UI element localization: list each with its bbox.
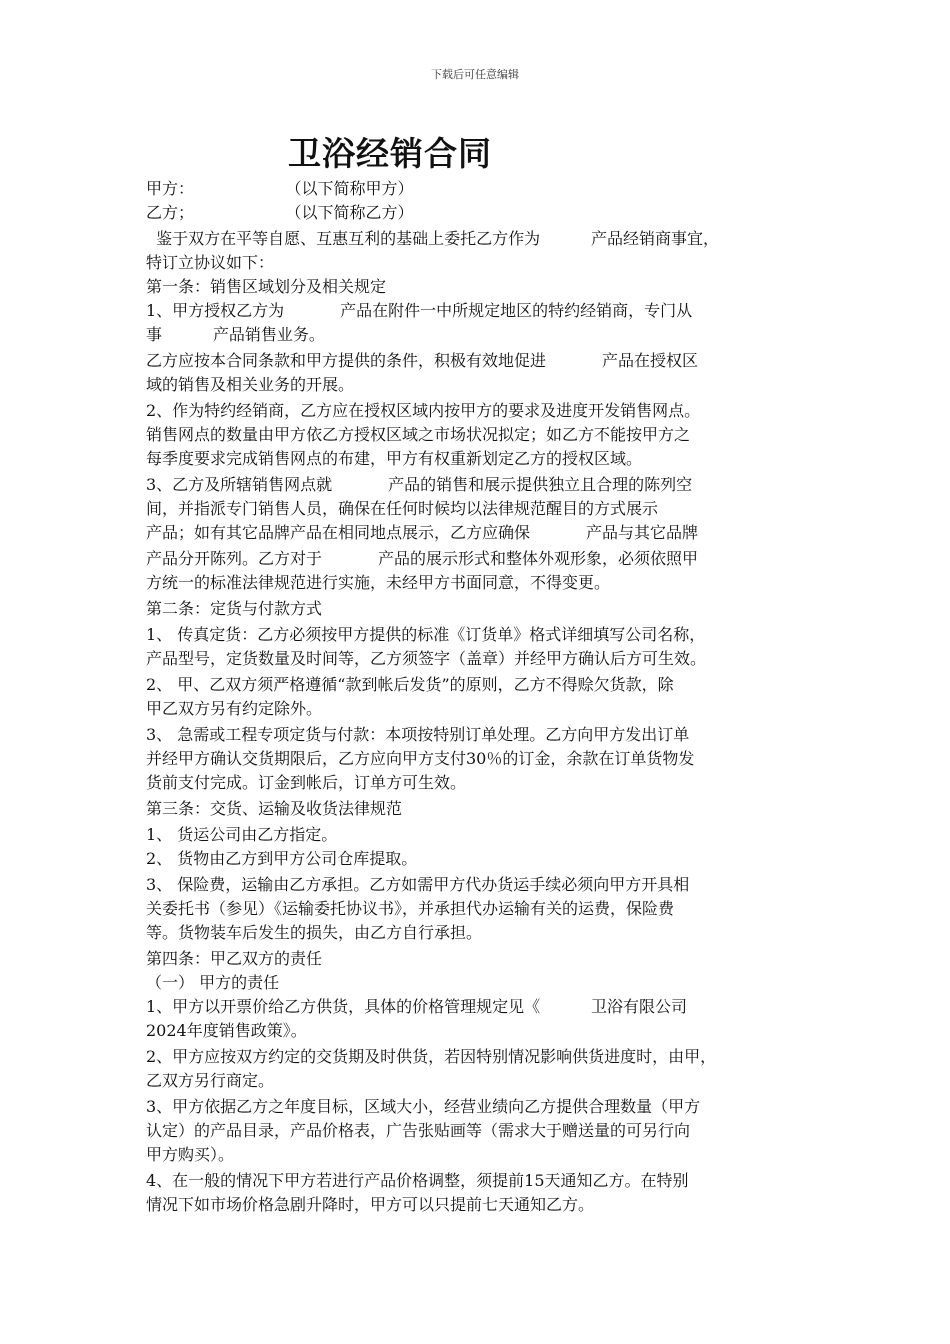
contract-line [146, 400, 700, 422]
contract-line [146, 748, 694, 770]
contract-line-text: 第一条：销售区域划分及相关规定 [146, 277, 387, 296]
contract-line [146, 178, 414, 200]
contract-line-text: 认定）的产品目录，产品价格表，广告张贴画等（需求大于赠送量的可另行向 [146, 1121, 691, 1140]
contract-line-text: 2、 甲、乙双方须严格遵循“款到帐后发货”的原则，乙方不得赊欠货款，除 [146, 675, 674, 694]
contract-line [146, 350, 698, 372]
contract-line-text: 乙双方另行商定。 [146, 1071, 275, 1090]
contract-line-text: 4、在一般的情况下甲方若进行产品价格调整，须提前15天通知乙方。在特别 [146, 1171, 689, 1190]
contract-line [146, 874, 689, 896]
contract-line [146, 996, 687, 1018]
contract-line-text: 3、甲方依据乙方之年度目标，区域大小，经营业绩向乙方提供合理数量（甲方 [146, 1097, 701, 1116]
contract-line-text: 情况下如市场价格急剧升降时，甲方可以只提前七天通知乙方。 [146, 1195, 595, 1214]
contract-line-text: 2、甲方应按双方约定的交货期及时供货，若因特别情况影响供货进度时，由甲， [146, 1047, 717, 1066]
contract-line [146, 798, 402, 820]
contract-line-text: 事 产品销售业务。 [146, 325, 325, 344]
document-title: 卫浴经销合同 [288, 134, 492, 173]
contract-line-text: 间，并指派专门销售人员，确保在任何时候均以法律规范醒目的方式展示 [146, 499, 659, 518]
contract-line [146, 598, 322, 620]
contract-line [146, 252, 274, 274]
contract-line [146, 698, 322, 720]
contract-line-text: 1、甲方授权乙方为 产品在附件一中所规定地区的特约经销商，专门从 [146, 301, 693, 320]
contract-line-text: 2、 货物由乙方到甲方公司仓库提取。 [146, 849, 418, 868]
contract-line [146, 374, 354, 396]
contract-line-text: 第二条：定货与付款方式 [146, 599, 323, 618]
contract-line-text: 1、 货运公司由乙方指定。 [146, 825, 338, 844]
contract-line-text: 特订立协议如下： [146, 253, 275, 272]
contract-line-text: 乙方； （以下简称乙方） [146, 203, 414, 222]
contract-line-text: 域的销售及相关业务的开展。 [146, 375, 355, 394]
contract-line [146, 772, 466, 794]
contract-line-text: 鉴于双方在平等自愿、互惠互利的基础上委托乙方作为 产品经销商事宜， [146, 229, 720, 248]
contract-line [146, 1120, 690, 1142]
contract-line-text: 第四条：甲乙双方的责任 [146, 949, 323, 968]
contract-line-text: 甲乙双方另有约定除外。 [146, 699, 323, 718]
contract-line-text: 产品分开陈列。乙方对于 产品的展示形式和整体外观形象，必须依照甲 [146, 549, 698, 568]
contract-line-text: 第三条：交货、运输及收货法律规范 [146, 799, 403, 818]
contract-line [146, 848, 417, 870]
contract-line [146, 448, 642, 470]
contract-line [146, 1070, 274, 1092]
contract-line [146, 648, 706, 670]
contract-line-text: 等。货物装车后发生的损失，由乙方自行承担。 [146, 923, 483, 942]
contract-line-text: 1、 传真定货：乙方必须按甲方提供的标准《订货单》格式详细填写公司名称， [146, 625, 706, 644]
contract-line [146, 1046, 716, 1068]
contract-line-text: 销售网点的数量由甲方依乙方授权区域之市场状况拟定；如乙方不能按甲方之 [146, 425, 691, 444]
contract-line [146, 1144, 234, 1166]
contract-line-text: （一） 甲方的责任 [146, 973, 280, 992]
contract-line [146, 572, 610, 594]
contract-line [146, 498, 658, 520]
contract-line-text: 乙方应按本合同条款和甲方提供的条件，积极有效地促进 产品在授权区 [146, 351, 698, 370]
contract-line [146, 424, 690, 446]
contract-line [146, 1194, 594, 1216]
contract-line-text: 每季度要求完成销售网点的布建，甲方有权重新划定乙方的授权区域。 [146, 449, 643, 468]
contract-line [146, 824, 337, 846]
contract-line-text: 产品；如有其它品牌产品在相同地点展示，乙方应确保 产品与其它品牌 [146, 523, 698, 542]
contract-line-text: 产品型号，定货数量及时间等，乙方须签字（盖章）并经甲方确认后方可生效。 [146, 649, 707, 668]
contract-line [146, 228, 719, 250]
contract-line-text: 2、作为特约经销商，乙方应在授权区域内按甲方的要求及进度开发销售网点。 [146, 401, 701, 420]
contract-line-text: 3、 急需或工程专项定货与付款：本项按特别订单处理。乙方向甲方发出订单 [146, 725, 690, 744]
contract-line [146, 948, 322, 970]
contract-line [146, 674, 674, 696]
contract-line-text: 方统一的标准法律规范进行实施，未经甲方书面同意，不得变更。 [146, 573, 611, 592]
contract-line-text: 1、甲方以开票价给乙方供货，具体的价格管理规定见《 卫浴有限公司 [146, 997, 688, 1016]
contract-line-text: 货前支付完成。订金到帐后，订单方可生效。 [146, 773, 467, 792]
contract-line [146, 724, 689, 746]
contract-line [146, 624, 705, 646]
contract-line [146, 324, 325, 346]
contract-line-text: 甲方购买）。 [146, 1145, 235, 1164]
header-note: 下载后可任意编辑 [431, 68, 519, 81]
contract-line [146, 548, 698, 570]
contract-line-text: 并经甲方确认交货期限后，乙方应向甲方支付30％的订金，余款在订单货物发 [146, 749, 695, 768]
contract-line [146, 898, 674, 920]
contract-line [146, 276, 386, 298]
contract-line [146, 300, 692, 322]
contract-line-text: 3、乙方及所辖销售网点就 产品的销售和展示提供独立且合理的陈列空 [146, 475, 693, 494]
contract-line [146, 1170, 689, 1192]
contract-line [146, 474, 692, 496]
contract-line-text: 2024年度销售政策》。 [146, 1021, 307, 1040]
contract-line [146, 922, 482, 944]
contract-line [146, 522, 698, 544]
contract-line [146, 972, 279, 994]
contract-line-text: 3、 保险费，运输由乙方承担。乙方如需甲方代办货运手续必须向甲方开具相 [146, 875, 690, 894]
contract-line [146, 1096, 700, 1118]
contract-line [146, 1020, 307, 1042]
contract-line [146, 202, 414, 224]
contract-line-text: 关委托书（参见）《运输委托协议书》，并承担代办运输有关的运费，保险费 [146, 899, 675, 918]
contract-line-text: 甲方： （以下简称甲方） [146, 179, 414, 198]
